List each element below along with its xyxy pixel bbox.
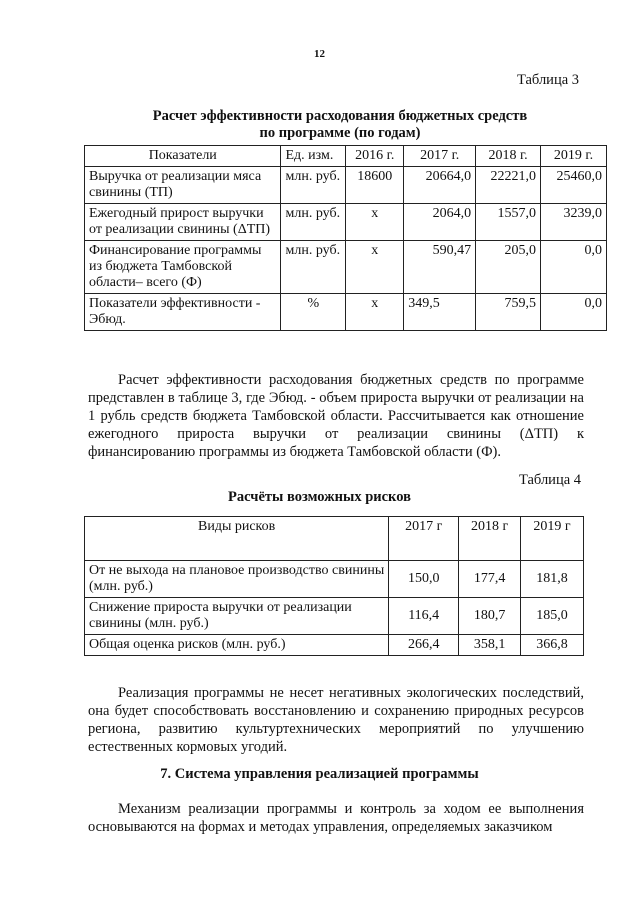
table3-cell: х bbox=[346, 294, 404, 331]
table3-cell: 22221,0 bbox=[476, 167, 541, 204]
table4 bbox=[84, 516, 584, 656]
table3-cell: 20664,0 bbox=[404, 167, 476, 204]
paragraph-ecology: Реализация программы не несет негативных экологических последствий, она будет способствовать восстановлению и сохранению природных ресурсов региона, развитию культуртехнических мероприятий по улучшению естественных кормовых угодий. bbox=[88, 685, 584, 755]
table3-title-line2: по программе (по годам) bbox=[259, 125, 421, 141]
table3-row bbox=[85, 167, 607, 204]
table4-cell: 358,1 bbox=[459, 635, 521, 656]
table3-header-cell: Показатели bbox=[85, 146, 281, 167]
table4-row bbox=[85, 561, 584, 598]
page-number: 12 bbox=[314, 48, 325, 60]
table4-cell: От не выхода на плановое производство свинины (млн. руб.) bbox=[85, 561, 389, 598]
table3-cell: 3239,0 bbox=[541, 204, 607, 241]
table4-header-cell: 2018 г bbox=[459, 517, 521, 561]
table3-cell: х bbox=[346, 241, 404, 294]
table4-title: Расчёты возможных рисков bbox=[228, 489, 411, 505]
table3-cell: 25460,0 bbox=[541, 167, 607, 204]
table3-cell: % bbox=[281, 294, 346, 331]
table4-cell: 185,0 bbox=[521, 598, 584, 635]
table4-cell: 150,0 bbox=[389, 561, 459, 598]
table3-cell: млн. руб. bbox=[281, 241, 346, 294]
paragraph-efficiency: Расчет эффективности расходования бюджетных средств по программе представлен в таблице 3, где Эбюд. - объем прироста выручки от реализации на 1 рубль средств бюджета Тамбовской области. Рассчитывается как отношение ежегодного прироста выручки от реализации свинины (ΔТП) к финансированию программы из бюджета Тамбовской области (Ф). bbox=[88, 372, 584, 460]
table3-cell: 2064,0 bbox=[404, 204, 476, 241]
table3-cell: 349,5 bbox=[404, 294, 476, 331]
table3-header-cell: 2016 г. bbox=[346, 146, 404, 167]
table3-caption: Таблица 3 bbox=[517, 72, 580, 88]
table4-caption: Таблица 4 bbox=[519, 472, 582, 488]
table3-cell: 759,5 bbox=[476, 294, 541, 331]
table3-header-row bbox=[85, 146, 607, 167]
table3-header-cell: 2018 г. bbox=[476, 146, 541, 167]
table3-cell: Показатели эффективности - Эбюд. bbox=[85, 294, 281, 331]
table3-cell: Выручка от реализации мяса свинины (ТП) bbox=[85, 167, 281, 204]
table3-cell: 18600 bbox=[346, 167, 404, 204]
table4-cell: Снижение прироста выручки от реализации свинины (млн. руб.) bbox=[85, 598, 389, 635]
table4-cell: 266,4 bbox=[389, 635, 459, 656]
table4-header-cell: 2019 г bbox=[521, 517, 584, 561]
table3-cell: 205,0 bbox=[476, 241, 541, 294]
table3-cell: 0,0 bbox=[541, 294, 607, 331]
table4-header-row bbox=[85, 517, 584, 561]
table3-header-cell: Ед. изм. bbox=[281, 146, 346, 167]
section-title: 7. Система управления реализацией программы bbox=[160, 766, 479, 782]
table3-cell: млн. руб. bbox=[281, 204, 346, 241]
table4-cell: Общая оценка рисков (млн. руб.) bbox=[85, 635, 389, 656]
table3-row bbox=[85, 204, 607, 241]
table3-row bbox=[85, 294, 607, 331]
table3-title-line1: Расчет эффективности расходования бюджетных средств bbox=[152, 108, 528, 124]
table3-title bbox=[80, 108, 600, 142]
table3-cell: млн. руб. bbox=[281, 167, 346, 204]
table3-cell: 590,47 bbox=[404, 241, 476, 294]
table4-cell: 366,8 bbox=[521, 635, 584, 656]
table3-header-cell: 2019 г. bbox=[541, 146, 607, 167]
table3-cell: Финансирование программы из бюджета Тамбовской области– всего (Ф) bbox=[85, 241, 281, 294]
table4-header-cell: Виды рисков bbox=[85, 517, 389, 561]
table3-cell: х bbox=[346, 204, 404, 241]
table4-row bbox=[85, 635, 584, 656]
table3-cell: 1557,0 bbox=[476, 204, 541, 241]
table4-header-cell: 2017 г bbox=[389, 517, 459, 561]
paragraph-mechanism: Механизм реализации программы и контроль за ходом ее выполнения основываются на формах и методах управления, определяемых заказчиком bbox=[88, 801, 584, 835]
table3-header-cell: 2017 г. bbox=[404, 146, 476, 167]
table3 bbox=[84, 145, 607, 331]
table4-row bbox=[85, 598, 584, 635]
table3-row bbox=[85, 241, 607, 294]
table4-cell: 177,4 bbox=[459, 561, 521, 598]
table3-cell: 0,0 bbox=[541, 241, 607, 294]
table4-cell: 180,7 bbox=[459, 598, 521, 635]
table4-cell: 116,4 bbox=[389, 598, 459, 635]
table4-cell: 181,8 bbox=[521, 561, 584, 598]
table3-cell: Ежегодный прирост выручки от реализации свинины (ΔТП) bbox=[85, 204, 281, 241]
